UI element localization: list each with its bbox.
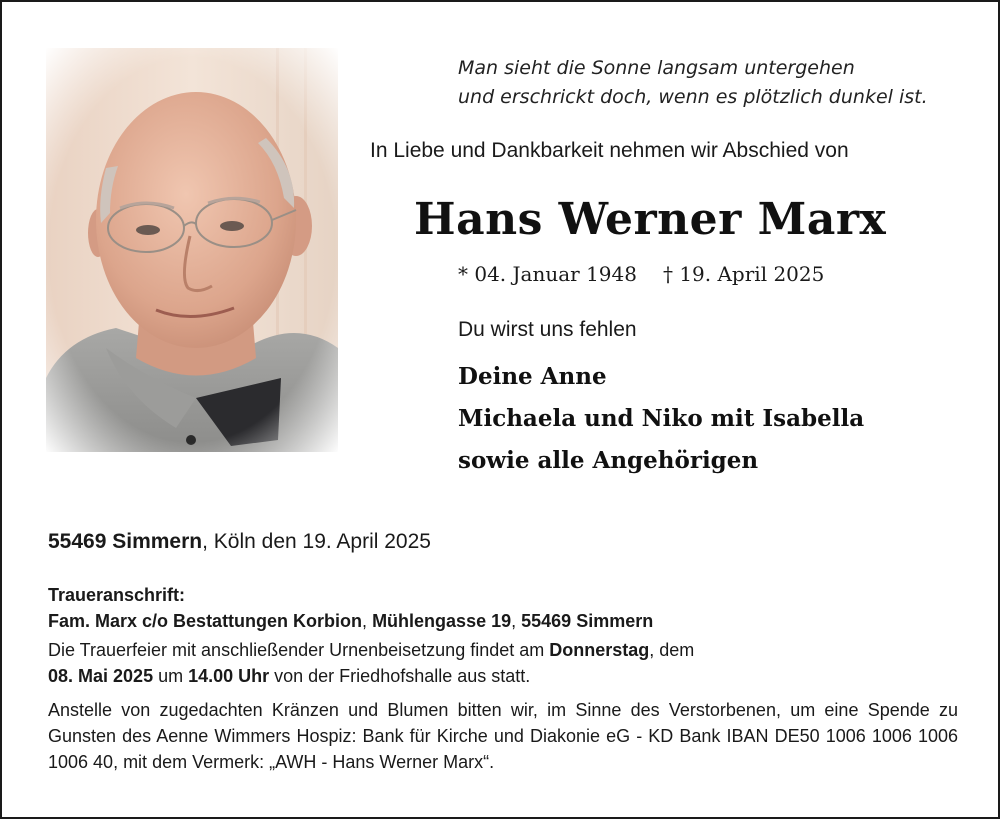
ceremony-date: 08. Mai 2025 (48, 666, 154, 686)
address-street: Mühlengasse 19 (372, 611, 512, 631)
ceremony-day: Donnerstag (549, 640, 650, 660)
quote-line-1: Man sieht die Sonne langsam untergehen (458, 57, 855, 79)
mourner-line: Deine Anne (458, 363, 607, 390)
mourner-line: sowie alle Angehörigen (458, 447, 759, 474)
ceremony-info (48, 637, 958, 689)
address-heading: Traueranschrift: (48, 585, 186, 605)
separator: , (362, 611, 373, 631)
missing-line: Du wirst uns fehlen (458, 318, 637, 341)
donation-request: Anstelle von zugedachten Kränzen und Blumen bitten wir, im Sinne des Verstorbenen, um eine Spende zu Gunsten des Aenne Wimmers Hospiz: Bank für Kirche und Diakonie eG - KD Bank IBAN DE50 1006 1006 1006 1006 40, mit dem Vermerk: „AWH - Hans Werner Marx“. (48, 700, 958, 772)
details-block (48, 582, 958, 775)
quote-line-2: und erschrickt doch, wenn es plötzlich dunkel ist. (458, 86, 928, 108)
portrait-photo (46, 48, 338, 452)
life-dates (458, 262, 958, 286)
address-city: 55469 Simmern (521, 611, 654, 631)
ceremony-time: 14.00 Uhr (188, 666, 270, 686)
birth-date: * 04. Januar 1948 (458, 262, 637, 286)
memorial-quote (458, 54, 978, 112)
farewell-intro: In Liebe und Dankbarkeit nehmen wir Abschied von (370, 139, 849, 162)
place-and-date (48, 530, 431, 554)
mourning-address (48, 608, 958, 634)
ceremony-text: von der Friedhofshalle aus statt. (269, 666, 531, 686)
mourners-list (458, 356, 978, 482)
place: 55469 Simmern (48, 530, 203, 553)
ceremony-text: Die Trauerfeier mit anschließender Urnenbeisetzung findet am (48, 640, 550, 660)
date: , Köln den 19. April 2025 (202, 530, 431, 553)
death-date: † 19. April 2025 (662, 262, 825, 286)
separator: , (511, 611, 522, 631)
ceremony-text: um (153, 666, 189, 686)
deceased-name: Hans Werner Marx (414, 194, 887, 245)
mourner-line: Michaela und Niko mit Isabella (458, 405, 865, 432)
ceremony-text: , dem (649, 640, 695, 660)
address-recipient: Fam. Marx c/o Bestattungen Korbion (48, 611, 363, 631)
